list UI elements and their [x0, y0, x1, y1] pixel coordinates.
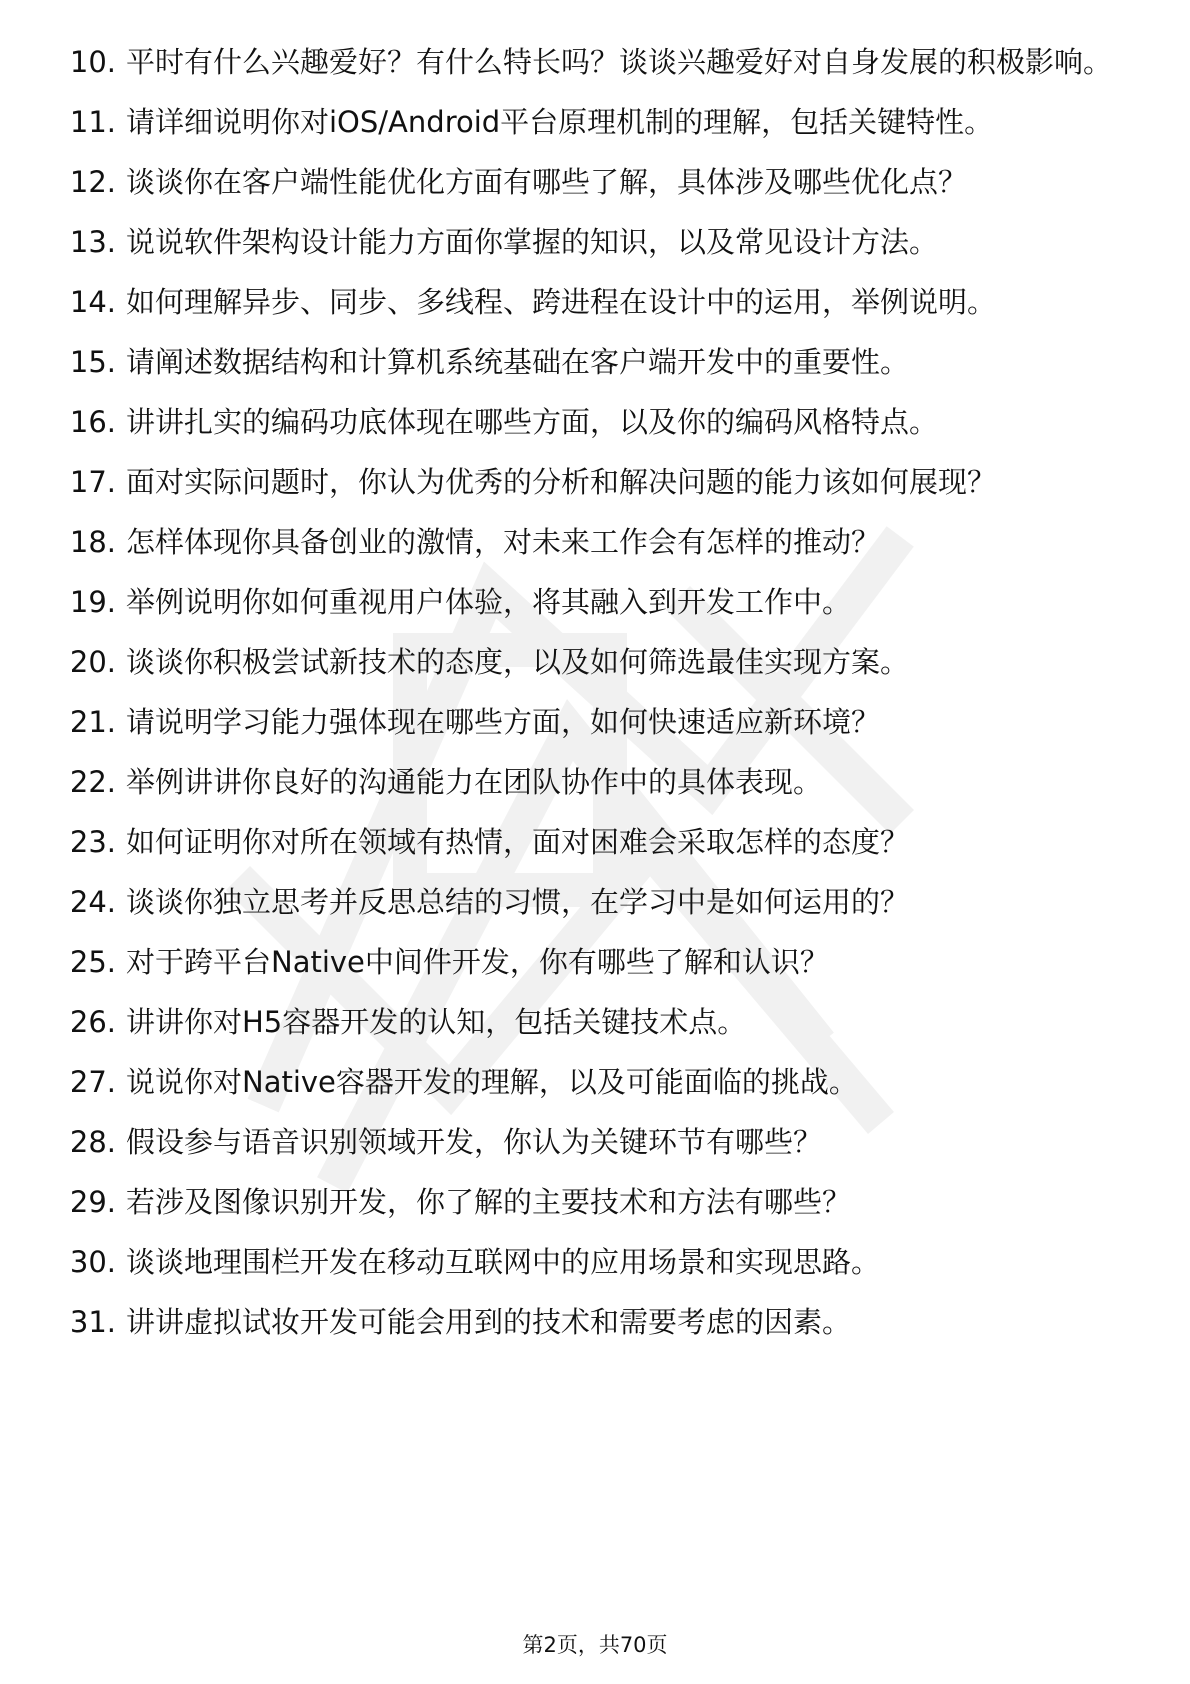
question-number: 24.: [69, 885, 116, 919]
question-item: [58, 1062, 1138, 1103]
question-item: [58, 522, 1138, 563]
question-text: 谈谈地理围栏开发在移动互联网中的应用场景和实现思路。: [126, 1245, 881, 1279]
question-number: 16.: [69, 405, 116, 439]
question-text: 请阐述数据结构和计算机系统基础在客户端开发中的重要性。: [126, 345, 910, 379]
question-number: 29.: [69, 1185, 116, 1219]
question-number: 26.: [69, 1005, 116, 1039]
question-number: 14.: [69, 285, 116, 319]
question-number: 31.: [69, 1305, 116, 1339]
question-item: [58, 822, 1138, 863]
question-item: [58, 342, 1138, 383]
question-text: 谈谈你在客户端性能优化方面有哪些了解，具体涉及哪些优化点？: [126, 165, 968, 199]
question-item: [58, 1302, 1138, 1343]
question-number: 10.: [69, 45, 116, 79]
question-text: 如何证明你对所在领域有热情，面对困难会采取怎样的态度？: [126, 825, 910, 859]
question-item: [58, 582, 1138, 623]
question-number: 30.: [69, 1245, 116, 1279]
question-item: [58, 1182, 1138, 1223]
question-number: 27.: [69, 1065, 116, 1099]
question-number: 25.: [69, 945, 116, 979]
question-item: [58, 282, 1138, 323]
question-number: 22.: [69, 765, 116, 799]
question-item: [58, 462, 1138, 503]
question-text: 请详细说明你对iOS/Android平台原理机制的理解，包括关键特性。: [126, 105, 994, 139]
question-text: 怎样体现你具备创业的激情，对未来工作会有怎样的推动？: [126, 525, 881, 559]
question-text: 谈谈你独立思考并反思总结的习惯，在学习中是如何运用的？: [126, 885, 910, 919]
question-text: 面对实际问题时，你认为优秀的分析和解决问题的能力该如何展现？: [126, 465, 997, 499]
question-text: 说说软件架构设计能力方面你掌握的知识，以及常见设计方法。: [126, 225, 939, 259]
question-number: 19.: [69, 585, 116, 619]
question-item: [58, 942, 1138, 983]
question-item: [58, 642, 1138, 683]
question-number: 18.: [69, 525, 116, 559]
question-item: [58, 102, 1138, 143]
page-footer: [0, 1632, 1190, 1658]
question-text: 对于跨平台Native中间件开发，你有哪些了解和认识？: [126, 945, 829, 979]
question-item: [58, 1002, 1138, 1043]
question-item: [58, 42, 1138, 83]
question-text: 举例说明你如何重视用户体验，将其融入到开发工作中。: [126, 585, 852, 619]
question-item: [58, 1242, 1138, 1283]
question-number: 11.: [69, 105, 116, 139]
question-text: 讲讲你对H5容器开发的认知，包括关键技术点。: [126, 1005, 747, 1039]
question-number: 20.: [69, 645, 116, 679]
question-text: 举例讲讲你良好的沟通能力在团队协作中的具体表现。: [126, 765, 823, 799]
question-text: 平时有什么兴趣爱好？有什么特长吗？谈谈兴趣爱好对自身发展的积极影响。: [126, 45, 1113, 79]
question-number: 17.: [69, 465, 116, 499]
question-item: [58, 1122, 1138, 1163]
question-item: [58, 402, 1138, 443]
question-number: 21.: [69, 705, 116, 739]
question-list: [58, 42, 1138, 1362]
question-number: 15.: [69, 345, 116, 379]
question-text: 请说明学习能力强体现在哪些方面，如何快速适应新环境？: [126, 705, 881, 739]
question-item: [58, 882, 1138, 923]
question-text: 若涉及图像识别开发，你了解的主要技术和方法有哪些？: [126, 1185, 852, 1219]
question-number: 23.: [69, 825, 116, 859]
question-text: 谈谈你积极尝试新技术的态度，以及如何筛选最佳实现方案。: [126, 645, 910, 679]
question-text: 如何理解异步、同步、多线程、跨进程在设计中的运用，举例说明。: [126, 285, 997, 319]
question-number: 13.: [69, 225, 116, 259]
question-text: 假设参与语音识别领域开发，你认为关键环节有哪些？: [126, 1125, 823, 1159]
question-number: 12.: [69, 165, 116, 199]
question-item: [58, 762, 1138, 803]
page-number-label: 第2页，共70页: [522, 1633, 668, 1657]
question-item: [58, 162, 1138, 203]
question-item: [58, 222, 1138, 263]
question-text: 讲讲虚拟试妆开发可能会用到的技术和需要考虑的因素。: [126, 1305, 852, 1339]
question-text: 讲讲扎实的编码功底体现在哪些方面，以及你的编码风格特点。: [126, 405, 939, 439]
question-item: [58, 702, 1138, 743]
question-text: 说说你对Native容器开发的理解，以及可能面临的挑战。: [126, 1065, 858, 1099]
question-number: 28.: [69, 1125, 116, 1159]
